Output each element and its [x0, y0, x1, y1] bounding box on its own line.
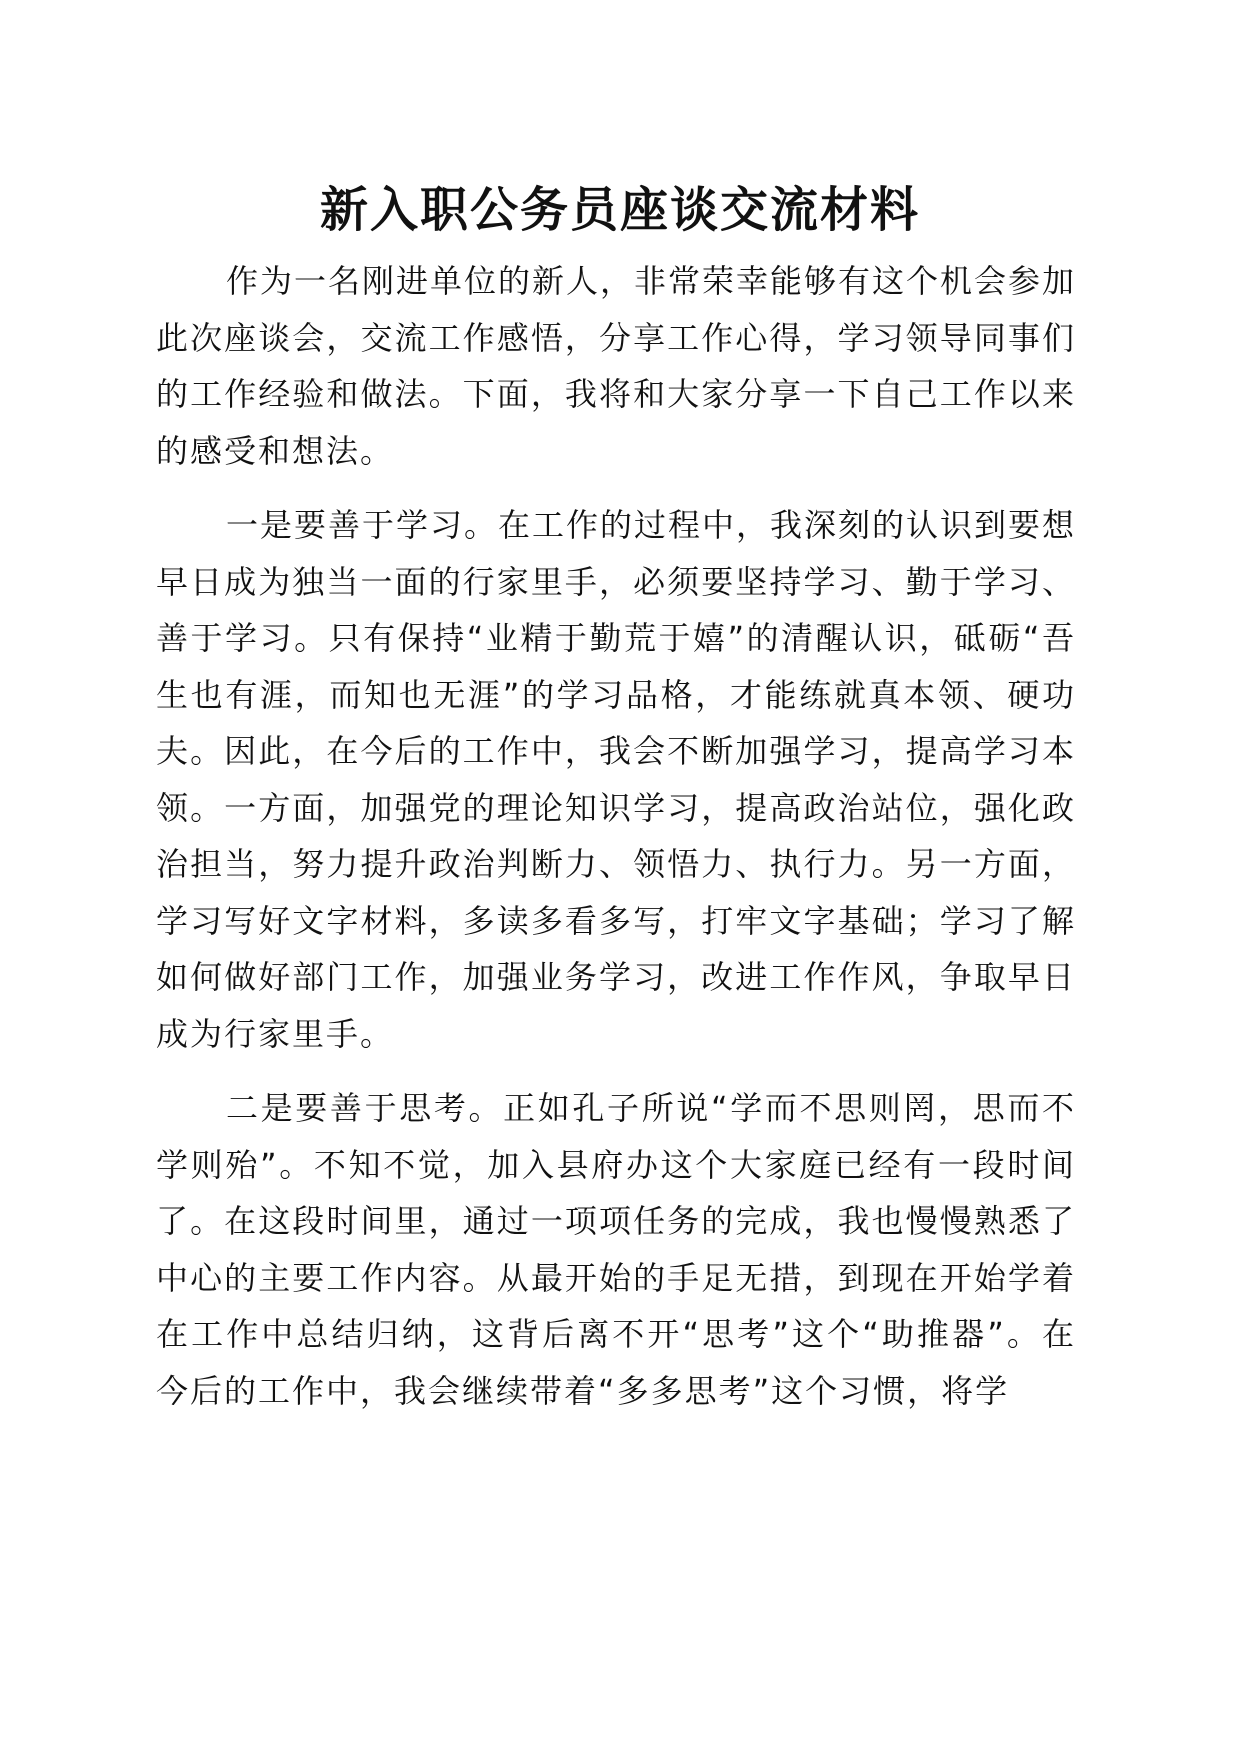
- paragraph-thinking: 二是要善于思考。正如孔子所说“学而不思则罔，思而不学则殆”。不知不觉，加入县府办这个大家庭已经有一段时间了。在这段时间里，通过一项项任务的完成，我也慢慢熟悉了中心的主要工作内容。从最开始的手足无措，到现在开始学着在工作中总结归纳，这背后离不开“思考”这个“助推器”。在今后的工作中，我会继续带着“多多思考”这个习惯，将学: [156, 1089, 1076, 1410]
- document-body: [156, 253, 1076, 1437]
- paragraph-intro: 作为一名刚进单位的新人，非常荣幸能够有这个机会参加此次座谈会，交流工作感悟，分享工作心得，学习领导同事们的工作经验和做法。下面，我将和大家分享一下自己工作以来的感受和想法。: [156, 262, 1077, 470]
- document-title: 新入职公务员座谈交流材料: [319, 182, 920, 238]
- paragraph-learning: 一是要善于学习。在工作的过程中，我深刻的认识到要想早日成为独当一面的行家里手，必须要坚持学习、勤于学习、善于学习。只有保持“业精于勤荒于嬉”的清醒认识，砥砺“吾生也有涯，而知也无涯”的学习品格，才能练就真本领、硬功夫。因此，在今后的工作中，我会不断加强学习，提高学习本领。一方面，加强党的理论知识学习，提高政治站位，强化政治担当，努力提升政治判断力、领悟力、执行力。另一方面，学习写好文字材料，多读多看多写，打牢文字基础；学习了解如何做好部门工作，加强业务学习，改进工作作风，争取早日成为行家里手。: [156, 506, 1077, 1053]
